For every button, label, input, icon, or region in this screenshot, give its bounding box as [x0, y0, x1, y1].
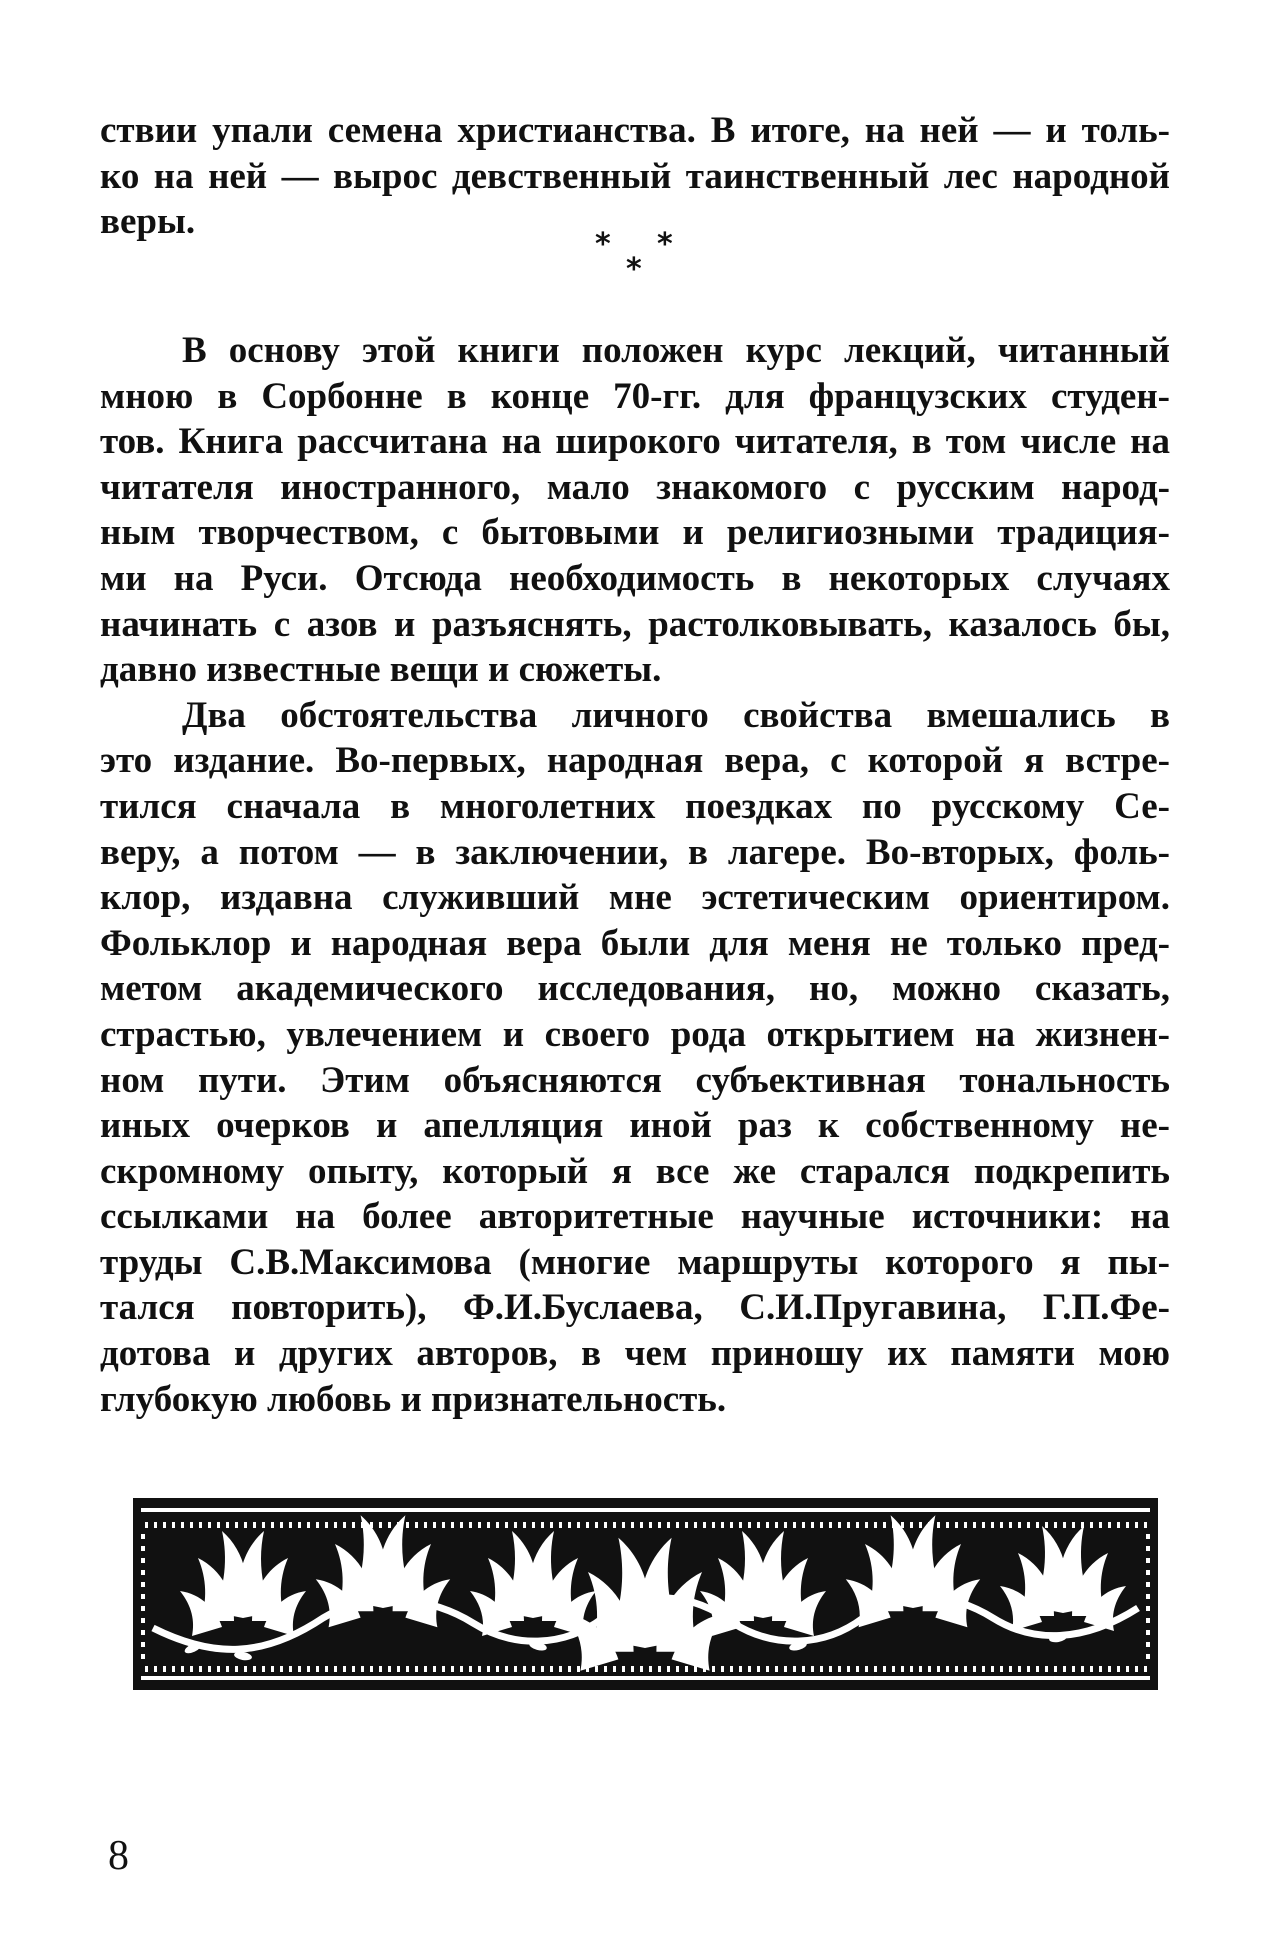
paragraph-line: Фольклор и народная вера были для меня не только пред-: [100, 922, 1170, 964]
paragraph-line: начинать с азов и разъяснять, растолковывать, казалось бы,: [100, 603, 1170, 645]
paragraph-line: Два обстоятельства личного свойства вмешались в: [182, 694, 1170, 736]
intro-line: ко на ней — вырос девственный таинственный лес народной: [100, 155, 1170, 197]
paragraph-1: [100, 328, 1170, 693]
paragraph-line: метом академического исследования, но, можно сказать,: [100, 968, 1170, 1010]
intro-line: ствии упали семена христианства. В итоге, на ней — и толь-: [100, 110, 1170, 151]
paragraph-line: читателя иностранного, мало знакомого с русским народ-: [100, 466, 1170, 508]
paragraph-line: тался повторить), Ф.И.Буслаева, С.И.Пругавина, Г.П.Фе-: [100, 1287, 1170, 1329]
paragraph-line: это издание. Во-первых, народная вера, с которой я встре-: [100, 740, 1170, 782]
page-number: 8: [108, 1833, 129, 1879]
paragraph-line: ссылками на более авторитетные научные источники: на: [100, 1196, 1170, 1238]
paragraph-2: [100, 693, 1170, 1423]
paragraph-line: давно известные вещи и сюжеты.: [100, 649, 662, 691]
paragraph-line: тился сначала в многолетних поездках по русскому Се-: [100, 785, 1170, 827]
asterism-star-icon: *: [657, 227, 673, 262]
asterism-star-icon: *: [626, 252, 642, 287]
asterism-divider: [585, 225, 685, 285]
paragraph-line: скромному опыту, который я все же старался подкрепить: [100, 1150, 1170, 1192]
paragraph-line: страстью, увлечением и своего рода открытием на жизнен-: [100, 1013, 1170, 1055]
paragraph-line: клор, издавна служивший мне эстетическим ориентиром.: [100, 877, 1170, 919]
paragraph-line: веру, а потом — в заключении, в лагере. Во-вторых, фоль-: [100, 831, 1170, 873]
paragraph-line: иных очерков и апелляция иной раз к собственному не-: [100, 1105, 1170, 1147]
paragraph-line: ным творчеством, с бытовыми и религиозными традиция-: [100, 512, 1170, 554]
folk-floral-band-ornament-icon: [133, 1498, 1158, 1690]
paragraph-line: ми на Руси. Отсюда необходимость в некоторых случаях: [100, 557, 1170, 599]
paragraph-line: В основу этой книги положен курс лекций, читанный: [182, 330, 1170, 371]
paragraph-line: глубокую любовь и признательность.: [100, 1378, 727, 1420]
intro-line: веры.: [100, 201, 196, 243]
paragraph-line: дотова и других авторов, в чем приношу их памяти мою: [100, 1333, 1170, 1375]
paragraph-line: мною в Сорбонне в конце 70-гг. для французских студен-: [100, 375, 1170, 417]
paragraph-line: тов. Книга рассчитана на широкого читателя, в том числе на: [100, 421, 1170, 463]
main-text: [100, 328, 1170, 1422]
paragraph-line: ном пути. Этим объясняются субъективная тональность: [100, 1059, 1170, 1101]
paragraph-line: труды С.В.Максимова (многие маршруты которого я пы-: [100, 1241, 1170, 1283]
asterism-star-icon: *: [595, 227, 611, 262]
